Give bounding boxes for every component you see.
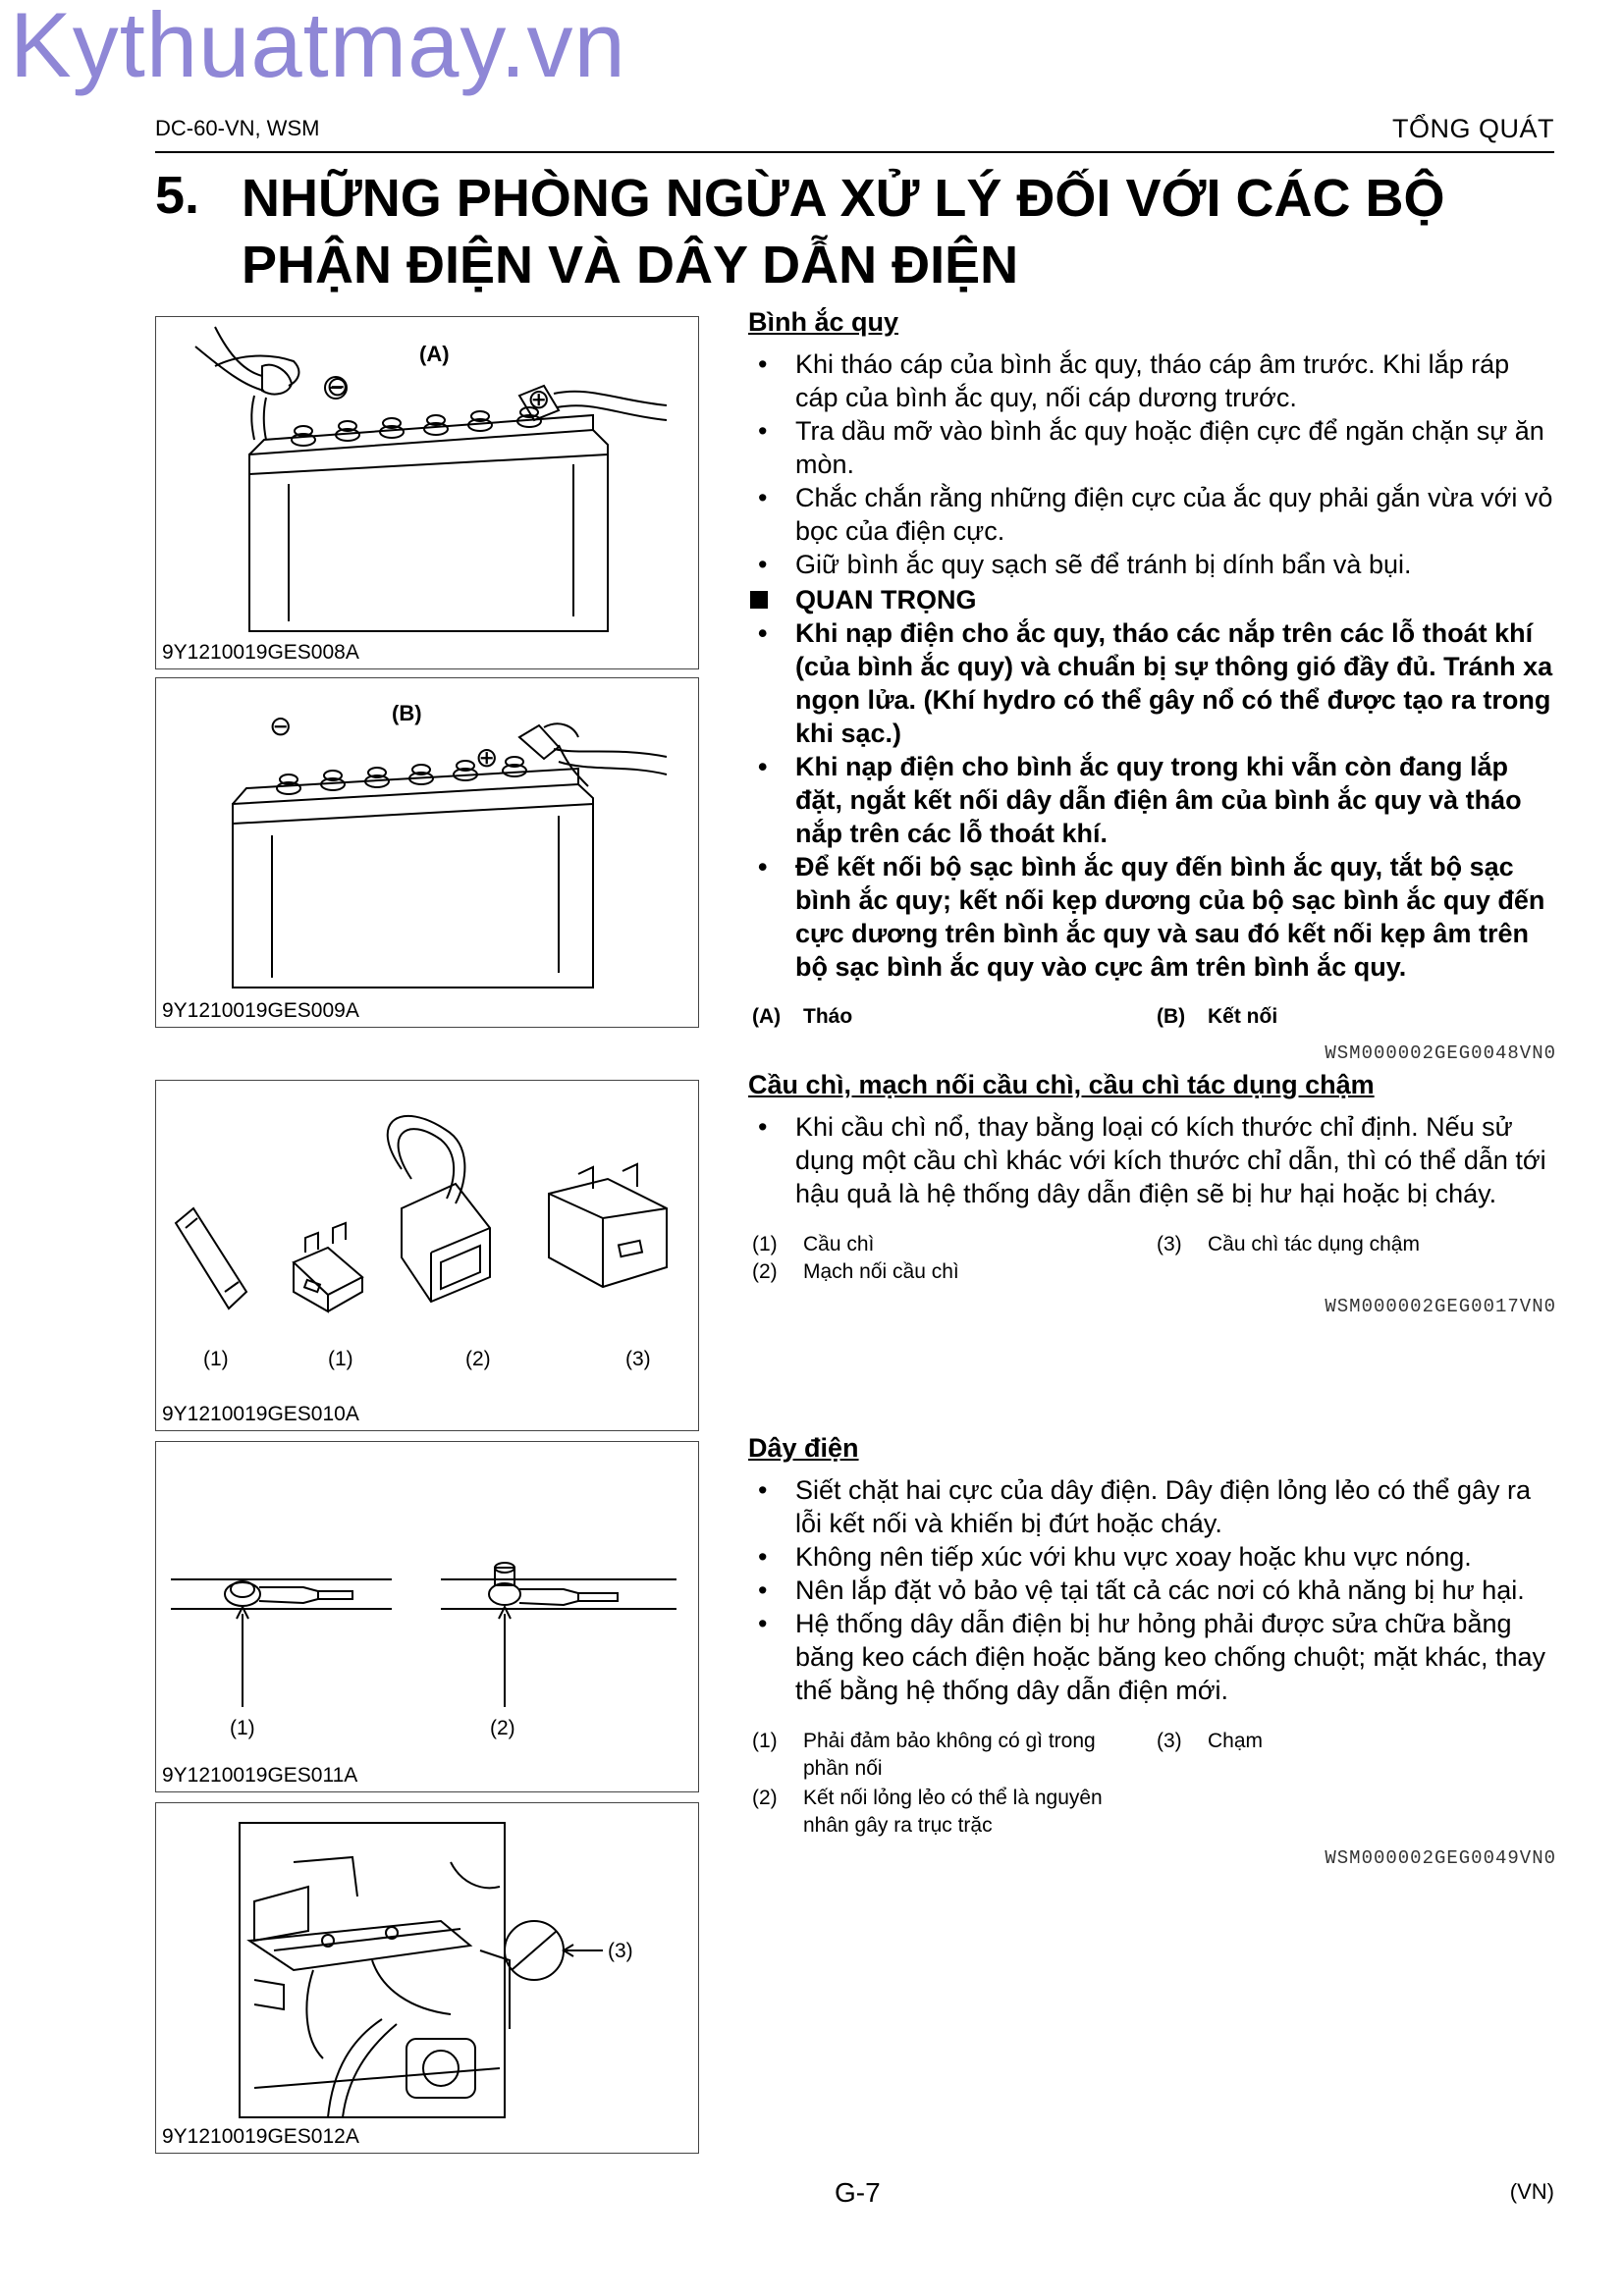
important-square-icon bbox=[750, 591, 768, 609]
minus-icon: ⊖ bbox=[326, 371, 350, 401]
wire-bullet: • Siết chặt hai cực của dây điện. Dây điện lỏng lẻo có thể gây ra lỗi kết nối và khiến bị đứt hoặc cháy. bbox=[748, 1473, 1556, 1540]
wire-bullet-list bbox=[748, 1473, 1556, 1707]
battery-heading: Bình ắc quy bbox=[748, 307, 899, 337]
fuses-drawing bbox=[156, 1081, 699, 1431]
header-doc-id: DC-60-VN, WSM bbox=[155, 116, 320, 140]
section-title bbox=[242, 165, 1547, 298]
section-number: 5. bbox=[155, 166, 200, 225]
wire-doc-code: WSM000002GEG0049VN0 bbox=[1325, 1847, 1556, 1869]
wire-bullet: • Không nên tiếp xúc với khu vực xoay hoặc khu vực nóng. bbox=[748, 1540, 1556, 1574]
figure-a-label: (A) bbox=[419, 342, 450, 366]
figure-caption: 9Y1210019GES010A bbox=[162, 1403, 359, 1425]
figure-fuses bbox=[155, 1080, 699, 1431]
wire-bullet: • Nên lắp đặt vỏ bảo vệ tại tất cả các nơi có khả năng bị hư hại. bbox=[748, 1574, 1556, 1607]
wire-terminals-drawing bbox=[156, 1442, 699, 1792]
fuse-label-1: (1) bbox=[203, 1348, 229, 1370]
wire-contact-drawing bbox=[156, 1803, 699, 2154]
plus-icon: ⊕ bbox=[475, 742, 499, 773]
important-heading bbox=[748, 583, 1556, 616]
fuse-doc-code: WSM000002GEG0017VN0 bbox=[1325, 1296, 1556, 1317]
fuse-bullet-list bbox=[748, 1110, 1556, 1210]
battery-doc-code: WSM000002GEG0048VN0 bbox=[1325, 1042, 1556, 1064]
important-bullet-list bbox=[748, 616, 1556, 984]
battery-bullet: • Tra dầu mỡ vào bình ắc quy hoặc điện cực để ngăn chặn sự ăn mòn. bbox=[748, 414, 1556, 481]
figure-wire-contact bbox=[155, 1802, 699, 2154]
battery-bullet: • Khi tháo cáp của bình ắc quy, tháo cáp âm trước. Khi lắp ráp cáp của bình ắc quy, nối cáp dương trước. bbox=[748, 347, 1556, 414]
fuse-label-3: (3) bbox=[625, 1348, 651, 1370]
figure-battery-removal bbox=[155, 316, 699, 669]
important-label: QUAN TRỌNG bbox=[795, 585, 977, 614]
figure-caption: 9Y1210019GES008A bbox=[162, 641, 359, 664]
fuse-section bbox=[748, 1070, 1556, 1210]
figure-battery-connection bbox=[155, 677, 699, 1028]
fuse-label-1b: (1) bbox=[328, 1348, 353, 1370]
wire-bullet: • Hệ thống dây dẫn điện bị hư hỏng phải được sửa chữa bằng băng keo cách điện hoặc băng keo chống chuột; mặt khác, thay thế bằng hệ thống dây dẫn điện mới. bbox=[748, 1607, 1556, 1707]
section-title-line2: PHẬN ĐIỆN VÀ DÂY DẪN ĐIỆN bbox=[242, 236, 1019, 294]
minus-icon: ⊖ bbox=[269, 711, 293, 741]
battery-bullet: • Giữ bình ắc quy sạch sẽ để tránh bị dính bẩn và bụi. bbox=[748, 548, 1556, 581]
figure-b-label: (B) bbox=[392, 701, 422, 725]
header-chapter: TỔNG QUÁT bbox=[1392, 114, 1554, 143]
battery-section bbox=[748, 307, 1556, 984]
wire-heading: Dây điện bbox=[748, 1433, 859, 1463]
figure-caption: 9Y1210019GES009A bbox=[162, 999, 359, 1022]
important-bullet: • Khi nạp điện cho ắc quy, tháo các nắp trên các lỗ thoát khí (của bình ắc quy) và chuẩn bị sự thông gió đầy đủ. Tránh xa ngọn lửa. (Khí hydro có thể gây nổ có thể được tạo ra trong khi sạc.) bbox=[748, 616, 1556, 750]
fuse-heading: Cầu chì, mạch nối cầu chì, cầu chì tác dụng chậm bbox=[748, 1070, 1375, 1099]
wire-section bbox=[748, 1433, 1556, 1707]
battery-bullet: • Chắc chắn rằng những điện cực của ắc quy phải gắn vừa với vỏ bọc của điện cực. bbox=[748, 481, 1556, 548]
header-rule bbox=[155, 151, 1554, 153]
fuse-bullet: • Khi cầu chì nổ, thay bằng loại có kích thước chỉ định. Nếu sử dụng một cầu chì khác với kích thước chỉ dẫn, thì có thể dẫn tới hậu quả là hệ thống dây dẫn điện sẽ bị hư hại hoặc bị cháy. bbox=[748, 1110, 1556, 1210]
battery-removal-drawing bbox=[156, 317, 699, 669]
wire-label-1: (1) bbox=[230, 1717, 255, 1739]
figure-caption: 9Y1210019GES011A bbox=[162, 1764, 358, 1787]
section-title-line1: NHỮNG PHÒNG NGỪA XỬ LÝ ĐỐI VỚI CÁC BỘ bbox=[242, 169, 1445, 228]
fuse-label-2: (2) bbox=[465, 1348, 491, 1370]
battery-connection-drawing bbox=[156, 678, 699, 1028]
figure-wire-terminals bbox=[155, 1441, 699, 1792]
contact-label-3: (3) bbox=[608, 1940, 633, 1962]
important-bullet: • Khi nạp điện cho bình ắc quy trong khi vẫn còn đang lắp đặt, ngắt kết nối dây dẫn điện âm của bình ắc quy và tháo nắp trên các lỗ thoát khí. bbox=[748, 750, 1556, 850]
page-number: G-7 bbox=[835, 2177, 881, 2208]
wire-label-2: (2) bbox=[490, 1717, 515, 1739]
plus-icon: ⊕ bbox=[527, 384, 551, 414]
figure-caption: 9Y1210019GES012A bbox=[162, 2125, 359, 2148]
battery-bullet-list bbox=[748, 347, 1556, 581]
important-bullet: • Để kết nối bộ sạc bình ắc quy đến bình ắc quy, tắt bộ sạc bình ắc quy; kết nối kẹp dương của bộ sạc bình ắc quy đến cực dương trên bình ắc quy và sau đó kết nối kẹp âm trên bộ sạc bình ắc quy vào cực âm trên bình ắc quy. bbox=[748, 850, 1556, 984]
watermark: Kythuatmay.vn bbox=[10, 0, 626, 96]
language-code: (VN) bbox=[1509, 2179, 1554, 2204]
